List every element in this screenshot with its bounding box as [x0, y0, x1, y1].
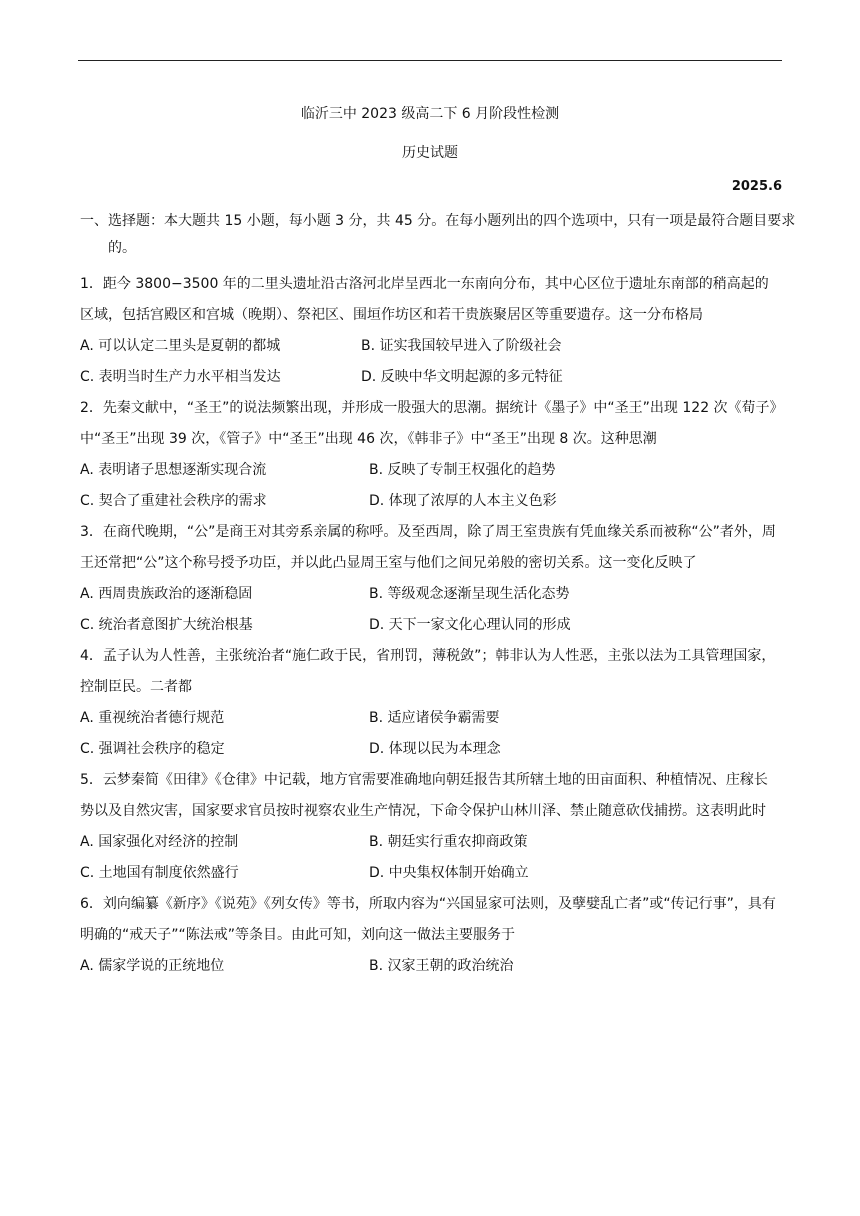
option-c: C. 强调社会秩序的稳定 — [80, 741, 225, 757]
option-c: C. 契合了重建社会秩序的需求 — [80, 493, 267, 509]
question-stem: 先秦文献中，“圣王”的说法频繁出现，并形成一股强大的思潮。据统计《墨子》中“圣王”出现 122 次《荀子》中“圣王”出现 39 次，《管子》中“圣王”出现 46 次，《韩非子》中“圣王”出现 8 次。这种思潮 — [80, 400, 777, 447]
question-list — [80, 269, 780, 982]
options-row — [80, 951, 780, 982]
options-row — [80, 486, 780, 517]
option-d: D. 体现了浓厚的人本主义色彩 — [369, 493, 557, 509]
header-rule — [78, 60, 782, 61]
option-d: D. 中央集权体制开始确立 — [369, 865, 529, 881]
options-row — [80, 858, 780, 889]
option-a: A. 重视统治者德行规范 — [80, 710, 225, 726]
option-b: B. 朝廷实行重农抑商政策 — [369, 834, 528, 850]
options-row — [80, 455, 780, 486]
question-number: 2． — [80, 400, 103, 416]
section-heading: 一、选择题：本大题共 15 小题，每小题 3 分，共 45 分。在每小题列出的四个选项中，只有一项是最符合题目要求的。 — [80, 213, 796, 256]
option-a: A. 儒家学说的正统地位 — [80, 958, 225, 974]
question-stem: 在商代晚期，“公”是商王对其旁系亲属的称呼。及至西周，除了周王室贵族有凭血缘关系而被称“公”者外，周王还常把“公”这个称号授予功臣，并以此凸显周王室与他们之间兄弟般的密切关系。这一变化反映了 — [80, 524, 776, 571]
question-number: 5． — [80, 772, 103, 788]
option-b: B. 等级观念逐渐呈现生活化态势 — [369, 586, 570, 602]
options-row — [80, 579, 780, 610]
option-a: A. 国家强化对经济的控制 — [80, 834, 239, 850]
question-3 — [80, 517, 780, 579]
options-row — [80, 827, 780, 858]
option-c: C. 统治者意图扩大统治根基 — [80, 617, 253, 633]
question-4 — [80, 641, 780, 703]
question-number: 4． — [80, 648, 103, 664]
option-d: D. 反映中华文明起源的多元特征 — [361, 369, 563, 385]
exam-date: 2025.6 — [731, 179, 782, 194]
options-row — [80, 703, 780, 734]
option-b: B. 反映了专制王权强化的趋势 — [369, 462, 556, 478]
option-d: D. 体现以民为本理念 — [369, 741, 501, 757]
options-row — [80, 362, 780, 393]
question-stem: 刘向编纂《新序》《说苑》《列女传》等书，所取内容为“兴国显家可法则，及孽嬖乱亡者”或“传记行事”，具有明确的“戒天子”“陈法戒”等条目。由此可知，刘向这一做法主要服务于 — [80, 896, 776, 943]
option-a: A. 可以认定二里头是夏朝的都城 — [80, 338, 281, 354]
question-2 — [80, 393, 780, 455]
options-row — [80, 734, 780, 765]
question-number: 3． — [80, 524, 103, 540]
option-b: B. 汉家王朝的政治统治 — [369, 958, 514, 974]
option-a: A. 表明诸子思想逐渐实现合流 — [80, 462, 267, 478]
options-row — [80, 610, 780, 641]
options-row — [80, 331, 780, 362]
question-stem: 云梦秦简《田律》《仓律》中记载，地方官需要准确地向朝廷报告其所辖土地的田亩面积、种植情况、庄稼长势以及自然灾害，国家要求官员按时视察农业生产情况，下命令保护山林川泽、禁止随意砍伐捕捞。这表明此时 — [80, 772, 768, 819]
question-5 — [80, 765, 780, 827]
subject-title: 历史试题 — [402, 145, 458, 161]
option-c: C. 土地国有制度依然盛行 — [80, 865, 239, 881]
option-c: C. 表明当时生产力水平相当发达 — [80, 369, 281, 385]
question-number: 1． — [80, 276, 103, 292]
option-b: B. 适应诸侯争霸需要 — [369, 710, 500, 726]
option-d: D. 天下一家文化心理认同的形成 — [369, 617, 571, 633]
question-6 — [80, 889, 780, 951]
option-b: B. 证实我国较早进入了阶级社会 — [361, 338, 562, 354]
question-1 — [80, 269, 780, 331]
option-a: A. 西周贵族政治的逐渐稳固 — [80, 586, 253, 602]
question-stem: 孟子认为人性善，主张统治者“施仁政于民，省刑罚，薄税敛”；韩非认为人性恶，主张以法为工具管理国家，控制臣民。二者都 — [80, 648, 776, 695]
school-title: 临沂三中 2023 级高二下 6 月阶段性检测 — [300, 106, 560, 122]
question-number: 6． — [80, 896, 103, 912]
question-stem: 距今 3800−3500 年的二里头遗址沿古洛河北岸呈西北一东南向分布，其中心区位于遗址东南部的稍高起的区域，包括宫殿区和宫城（晚期）、祭祀区、围垣作坊区和若干贵族聚居区等重要遗存。这一分布格局 — [80, 276, 769, 323]
